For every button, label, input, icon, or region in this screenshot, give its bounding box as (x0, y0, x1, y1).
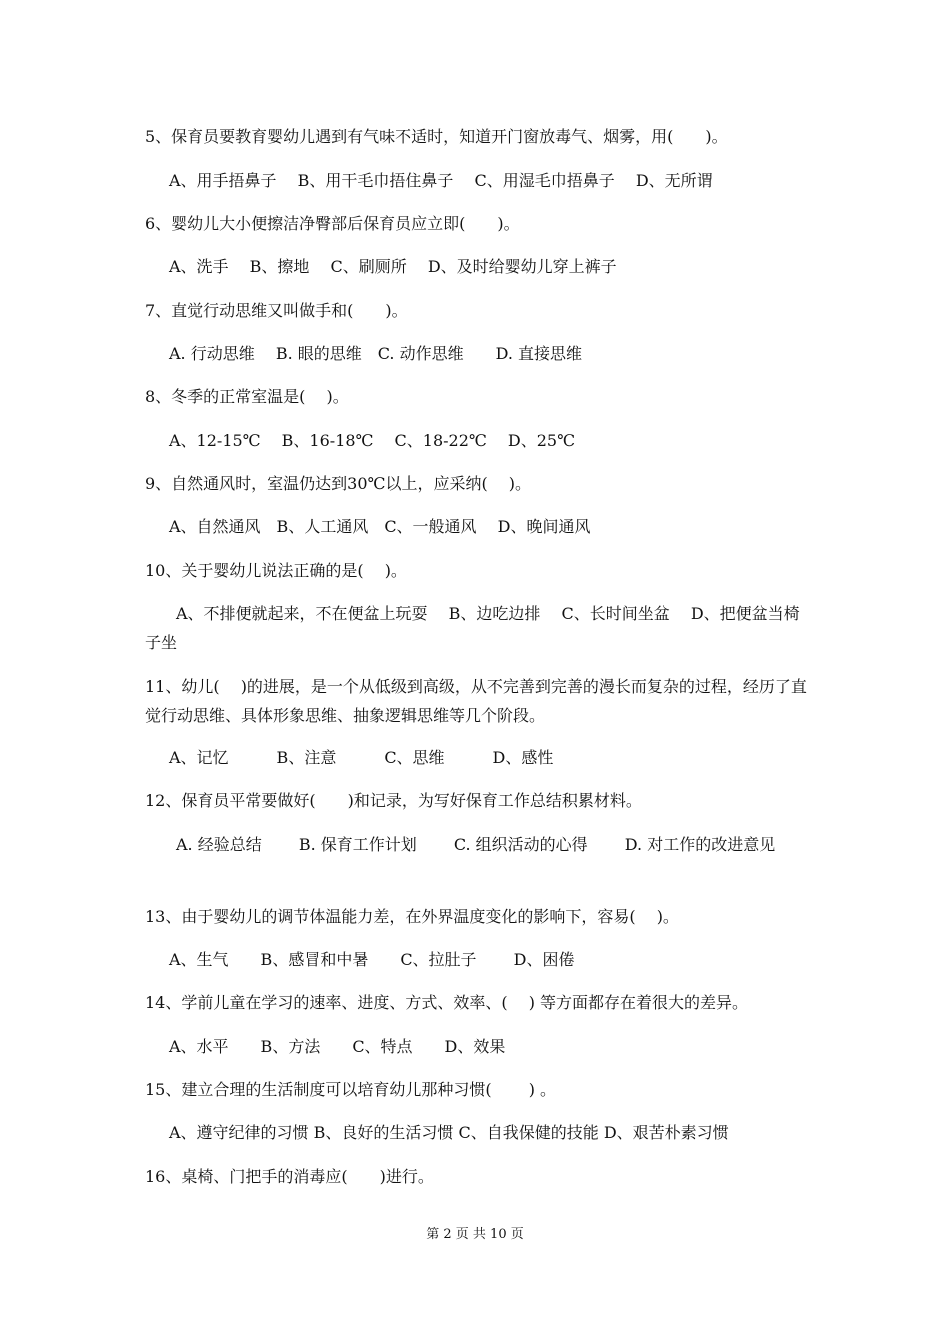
page-footer: 第 2 页 共 10 页 (426, 1227, 524, 1242)
question-7: 7、直觉行动思维又叫做手和( )。 (145, 301, 408, 320)
options-14: A、水平 B、方法 C、特点 D、效果 (169, 1037, 506, 1056)
options-6: A、洗手 B、擦地 C、刷厕所 D、及时给婴幼儿穿上裤子 (169, 257, 617, 276)
options-13: A、生气 B、感冒和中暑 C、拉肚子 D、困倦 (169, 950, 575, 969)
options-5: A、用手捂鼻子 B、用干毛巾捂住鼻子 C、用湿毛巾捂鼻子 D、无所谓 (169, 171, 713, 190)
options-9: A、自然通风 B、人工通风 C、一般通风 D、晚间通风 (169, 517, 591, 536)
question-12: 12、保育员平常要做好( )和记录，为写好保育工作总结积累材料。 (145, 791, 642, 810)
question-10: 10、关于婴幼儿说法正确的是( )。 (145, 561, 407, 580)
options-15: A、遵守纪律的习惯 B、良好的生活习惯 C、自我保健的技能 D、艰苦朴素习惯 (169, 1123, 729, 1142)
options-11: A、记忆 B、注意 C、思维 D、感性 (169, 748, 554, 767)
question-9: 9、自然通风时，室温仍达到30℃以上，应采纳( )。 (145, 474, 532, 493)
question-5: 5、保育员要教育婴幼儿遇到有气味不适时，知道开门窗放毒气、烟雾，用( )。 (145, 127, 728, 146)
question-13: 13、由于婴幼儿的调节体温能力差，在外界温度变化的影响下，容易( )。 (145, 907, 679, 926)
options-8: A、12-15℃ B、16-18℃ C、18-22℃ D、25℃ (169, 431, 575, 450)
options-7: A. 行动思维 B. 眼的思维 C. 动作思维 D. 直接思维 (169, 344, 583, 363)
question-6: 6、婴幼儿大小便擦洁净臀部后保育员应立即( )。 (145, 214, 520, 233)
question-14: 14、学前儿童在学习的速率、进度、方式、效率、( ) 等方面都存在着很大的差异。 (145, 993, 749, 1012)
options-10: A、不排便就起来，不在便盆上玩耍 B、边吃边排 C、长时间坐盆 D、把便盆当椅子坐 (145, 604, 800, 652)
question-16: 16、桌椅、门把手的消毒应( )进行。 (145, 1167, 434, 1186)
options-12: A. 经验总结 B. 保育工作计划 C. 组织活动的心得 D. 对工作的改进意见 (176, 835, 776, 854)
question-11: 11、幼儿( )的进展，是一个从低级到高级，从不完善到完善的漫长而复杂的过程，经历了直觉行动思维、具体形象思维、抽象逻辑思维等几个阶段。 (145, 677, 807, 725)
question-15: 15、建立合理的生活制度可以培育幼儿那种习惯( ) 。 (145, 1080, 557, 1099)
question-8: 8、冬季的正常室温是( )。 (145, 387, 349, 406)
